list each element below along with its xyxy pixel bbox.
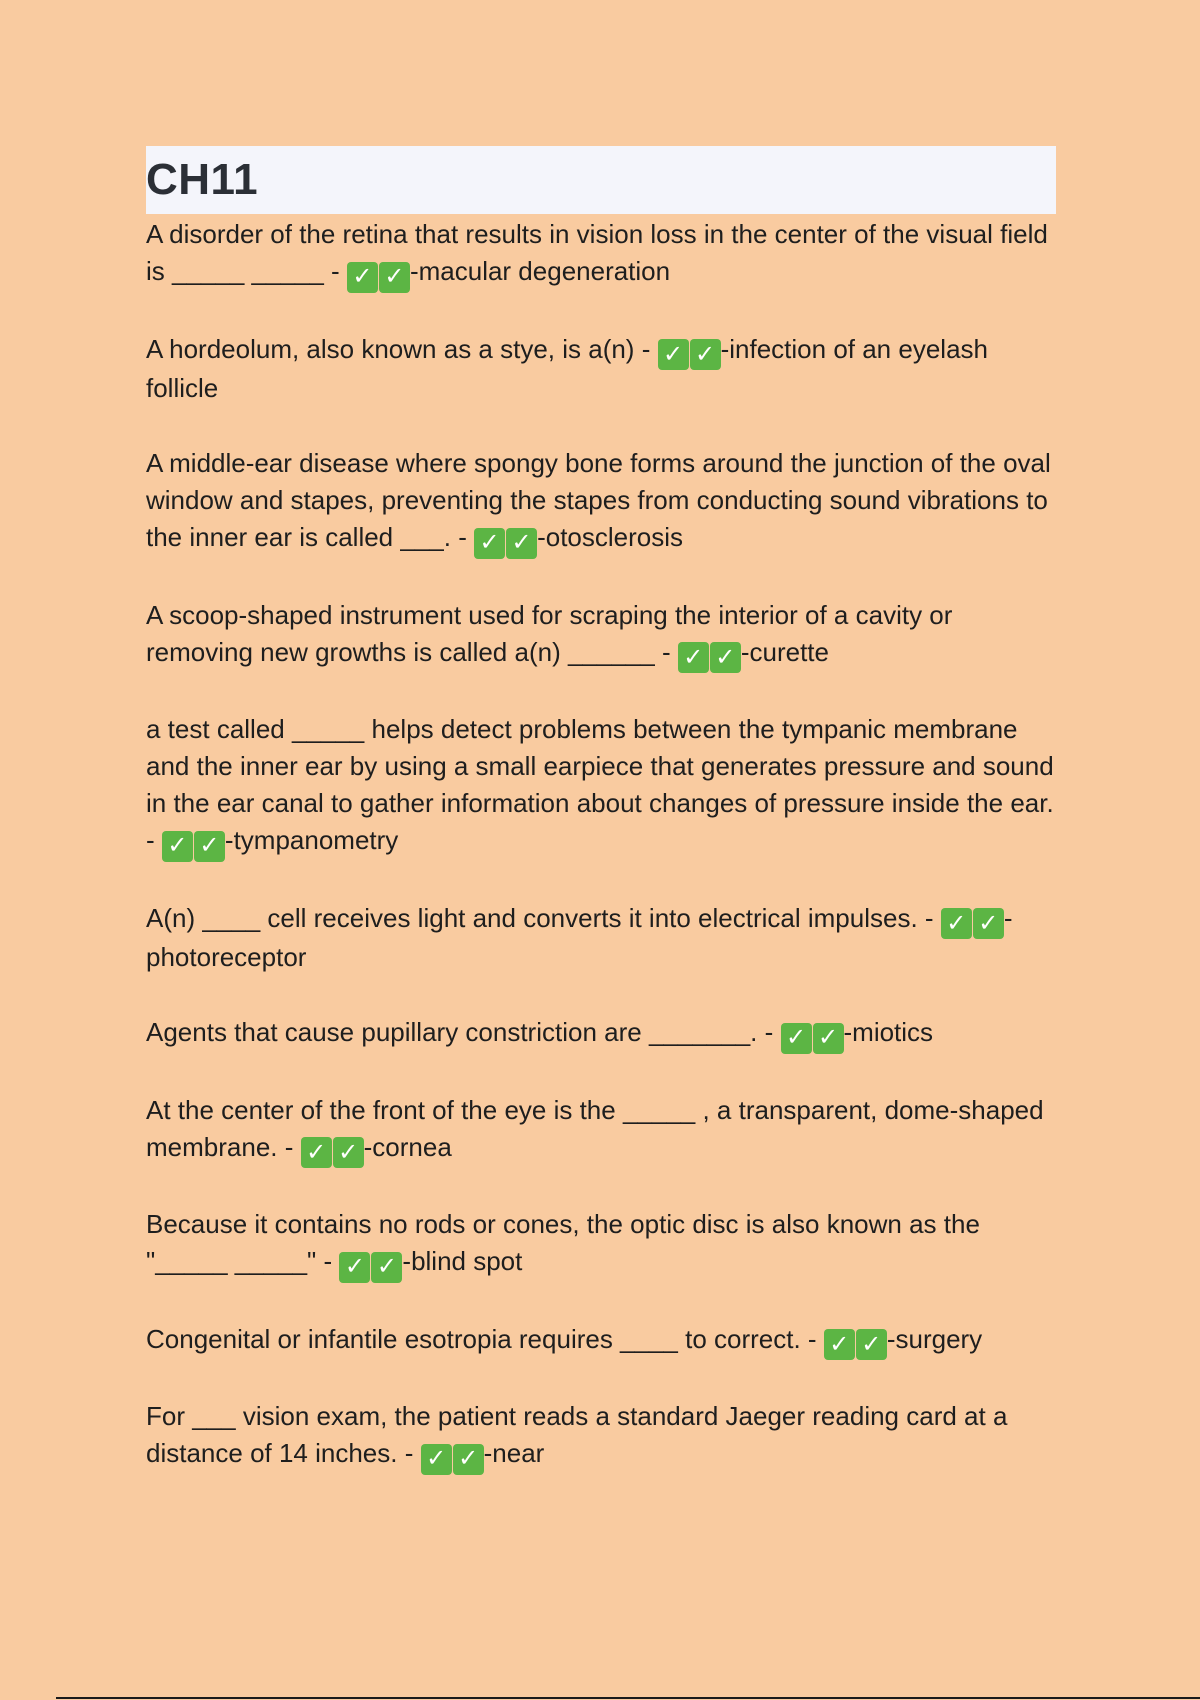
flashcard-question: Agents that cause pupillary constriction are _______. - (146, 1017, 774, 1047)
check-mark-box-icon: ✓ (474, 528, 505, 559)
check-mark-box-icon: ✓ (379, 262, 410, 293)
flashcard-item (146, 216, 1056, 293)
flashcard-answer: -blind spot (402, 1246, 523, 1276)
check-mark-box-icon: ✓ (690, 339, 721, 370)
flashcard-item (146, 711, 1056, 862)
double-check-icon-group (781, 1023, 844, 1054)
double-check-icon-group (301, 1137, 364, 1168)
check-mark-box-icon: ✓ (339, 1252, 370, 1283)
check-mark-box-icon: ✓ (371, 1252, 402, 1283)
double-check-icon-group (474, 528, 537, 559)
double-check-icon-group (658, 339, 721, 370)
check-mark-box-icon: ✓ (194, 831, 225, 862)
double-check-icon-group (678, 642, 741, 673)
document-page (146, 146, 1056, 1513)
flashcard-item (146, 900, 1056, 977)
check-mark-box-icon: ✓ (678, 642, 709, 673)
check-mark-box-icon: ✓ (658, 339, 689, 370)
title-bar (146, 146, 1056, 214)
check-mark-box-icon: ✓ (973, 908, 1004, 939)
check-mark-box-icon: ✓ (301, 1137, 332, 1168)
flashcard-question: A(n) ____ cell receives light and converts it into electrical impulses. - (146, 902, 934, 933)
check-mark-box-icon: ✓ (813, 1023, 844, 1054)
flashcard-item (146, 1321, 1056, 1361)
flashcard-question: At the center of the front of the eye is the _____ , a transparent, dome-shaped membrane. - (146, 1094, 1044, 1162)
check-mark-box-icon: ✓ (506, 528, 537, 559)
flashcard-answer: -miotics (843, 1017, 934, 1047)
check-mark-box-icon: ✓ (856, 1329, 887, 1360)
flashcard-answer: -otosclerosis (537, 522, 684, 552)
double-check-icon-group (421, 1444, 484, 1475)
flashcard-question: A disorder of the retina that results in vision loss in the center of the visual field is _____ _____ - (146, 219, 1048, 286)
footer-divider (56, 1697, 1200, 1699)
check-mark-box-icon: ✓ (347, 262, 378, 293)
flashcard-answer: -macular degeneration (409, 256, 671, 286)
flashcard-question: A scoop-shaped instrument used for scraping the interior of a cavity or removing new growths is called a(n) ______ - (146, 599, 953, 667)
flashcard-answer: -curette (740, 636, 829, 667)
check-mark-box-icon: ✓ (781, 1023, 812, 1054)
check-mark-box-icon: ✓ (421, 1444, 452, 1475)
flashcard-item (146, 1014, 1056, 1054)
flashcard-item (146, 1092, 1056, 1169)
flashcard-answer: -infection of an eyelash follicle (146, 333, 988, 403)
check-mark-box-icon: ✓ (162, 831, 193, 862)
double-check-icon-group (162, 831, 225, 862)
check-mark-box-icon: ✓ (453, 1444, 484, 1475)
double-check-icon-group (824, 1329, 887, 1360)
flashcard-question: For ___ vision exam, the patient reads a standard Jaeger reading card at a distance of 14 inches. - (146, 1401, 1008, 1468)
double-check-icon-group (339, 1252, 402, 1283)
double-check-icon-group (347, 262, 410, 293)
double-check-icon-group (941, 908, 1004, 939)
check-mark-box-icon: ✓ (333, 1137, 364, 1168)
flashcard-question: A hordeolum, also known as a stye, is a(n) - (146, 333, 651, 364)
flashcard-question: a test called _____ helps detect problems between the tympanic membrane and the inner ear by using a small earpiece that generates pressure and sound in the ear canal to gather information about changes of pressure inside the ear. - (146, 714, 1054, 855)
flashcard-question: Because it contains no rods or cones, the optic disc is also known as the "_____ _____" - (146, 1209, 980, 1276)
check-mark-box-icon: ✓ (941, 908, 972, 939)
flashcard-item (146, 1206, 1056, 1283)
flashcard-item (146, 445, 1056, 559)
flashcard-item (146, 597, 1056, 674)
check-mark-box-icon: ✓ (710, 642, 741, 673)
flashcard-item (146, 331, 1056, 408)
flashcard-list (146, 216, 1056, 1475)
flashcard-answer: -near (483, 1438, 545, 1468)
flashcard-answer: -photoreceptor (146, 902, 1013, 972)
check-mark-box-icon: ✓ (824, 1329, 855, 1360)
flashcard-answer: -tympanometry (224, 825, 399, 855)
flashcard-question: A middle-ear disease where spongy bone forms around the junction of the oval window and stapes, preventing the stapes from conducting sound vibrations to the inner ear is called ___. - (146, 448, 1051, 552)
flashcard-answer: -cornea (363, 1131, 452, 1162)
page-title: CH11 (146, 155, 259, 204)
flashcard-item (146, 1398, 1056, 1475)
flashcard-answer: -surgery (886, 1323, 983, 1354)
flashcard-question: Congenital or infantile esotropia requires ____ to correct. - (146, 1323, 817, 1354)
